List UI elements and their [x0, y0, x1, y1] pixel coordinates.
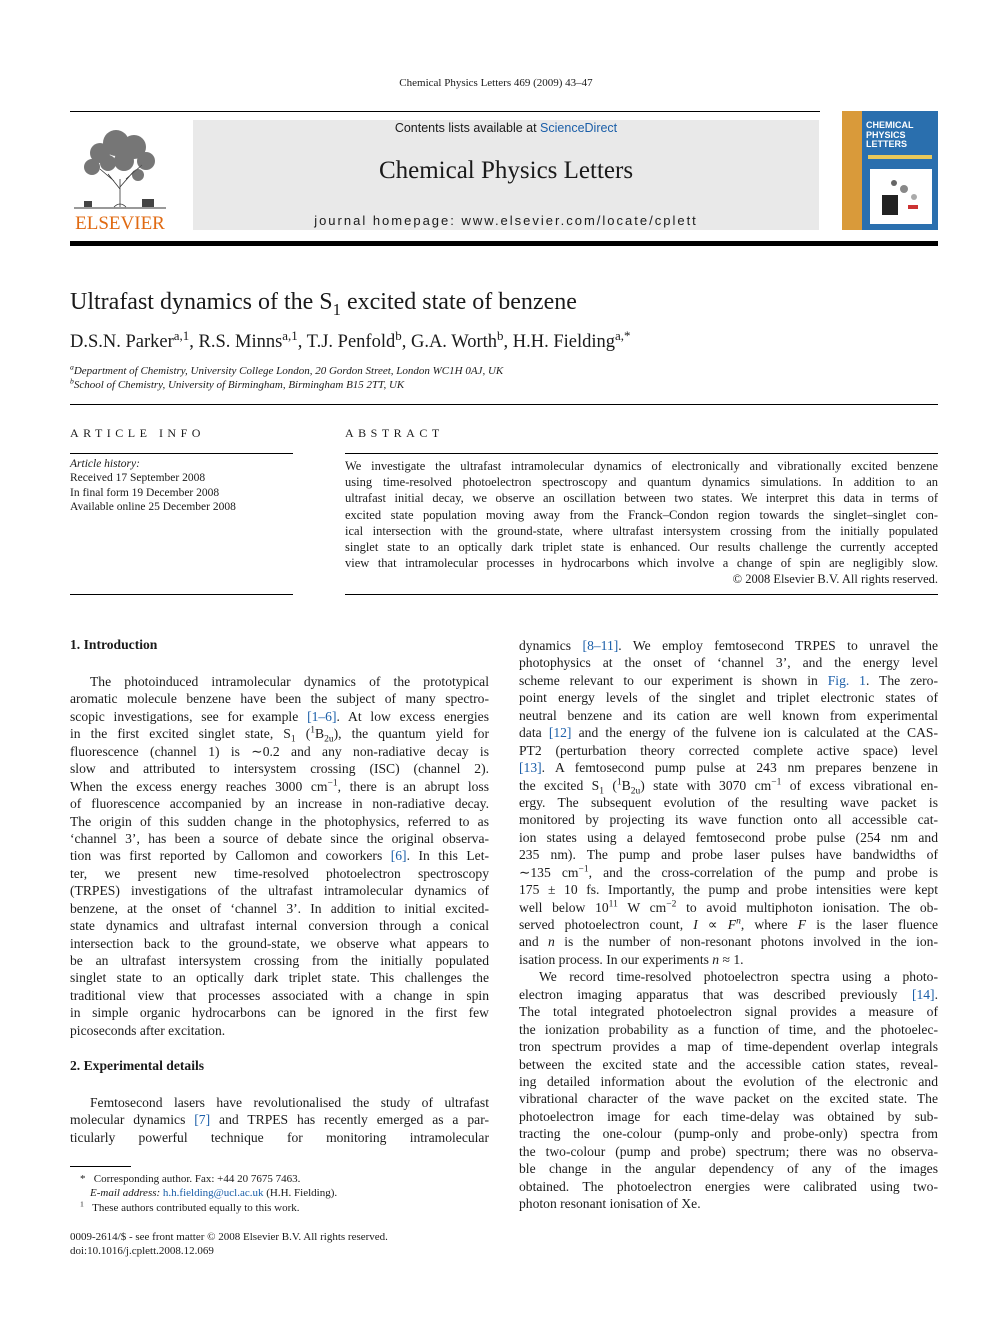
divider [345, 594, 938, 595]
contents-line [193, 121, 819, 135]
footnotes: * Corresponding author. Fax: +44 20 7675 7463. E-mail address: h.h.fielding@ucl.ac.uk (H.H. Fielding). $^1$ These authors contributed equally to this work. [80, 1173, 338, 1214]
history-label: Article history: [70, 458, 140, 470]
journal-title: Chemical Physics Letters [378, 157, 634, 184]
affiliation: $^a$Department of Chemistry, University College London, 20 Gordon Street, London WC1H 0AJ, UK [70, 362, 504, 377]
experimental-text: Femtosecond lasers have revolutionalised the study of ultrafast molecular dynamics [7] and TRPES has recently emerged as a par- ticularly powerful technique for monitoring intramolecular [70, 1095, 489, 1145]
header-thick-rule [70, 241, 938, 246]
divider [345, 453, 938, 454]
divider [70, 594, 293, 595]
citation-link[interactable]: [6] [390, 848, 407, 864]
section-heading-experimental: 2. Experimental details [70, 1058, 205, 1073]
article-title: Ultrafast dynamics of the $S_1$ excited state of benzene [70, 289, 577, 319]
abstract-copyright: © 2008 Elsevier B.V. All rights reserved. [732, 572, 938, 587]
footnote-marker: * [80, 1173, 86, 1185]
contents-prefix: Contents lists available at [394, 121, 541, 135]
citation-link[interactable]: [12] [548, 725, 572, 741]
author-name[interactable]: T.J. Penfold [306, 332, 396, 352]
author-name[interactable]: H.H. Fielding [512, 332, 615, 352]
citation-link[interactable]: [13] [519, 760, 542, 776]
divider [70, 453, 293, 454]
article-info-heading: ARTICLE INFO [70, 426, 205, 440]
elsevier-tree-icon [70, 119, 170, 234]
introduction-text: The photoinduced intramolecular dynamics of the prototypical aromatic molecule benzene have been the subject of many spectro- scopic investigations, see for example [1–6]. At low excess energies in the first excited singlet state, $S_1$ $(^1B_{2u})$, the quantum yield for fluorescence (channel 1) is ∼0.2 and any non-radiative decay is slow and attributed to intersystem crossing (ISC) (channel 2). When the excess energy reaches 3000 $cm^{-1}$, there is an abrupt loss of fluorescence accompanied by an increase in non-radiative decay. The origin of this sudden change in the photophysics, referred to as ‘channel 3’, has been a source of debate since the original observa- tion was first reported by Callomon and coworkers [6]. In this Let- ter, we present new time-resolved photoelectron spectroscopy (TRPES) investigations of the ultrafast intramolecular dynamics of benzene, at the onset of ‘channel 3’. In addition to initial excited- state dynamics and ultrafast internal conversion through a conical intersection back to the ground-state, we observe what appears to be an ultrafast intersystem crossing from the initially populated singlet state to an optically dark triplet state. This challenges the traditional view that processes associated with a change in spin in simple organic hydrocarbons can be ignored in the first few picoseconds after excitation. [70, 674, 489, 1038]
journal-cover-thumbnail[interactable] [842, 111, 938, 230]
email-link[interactable]: h.h.fielding@ucl.ac.uk [162, 1187, 264, 1200]
homepage-line [193, 213, 819, 228]
issn-line: 0009-2614/$ - see front matter © 2008 Elsevier B.V. All rights reserved. [70, 1231, 388, 1243]
abstract-body: We investigate the ultrafast intramolecular dynamics of electronically and vibrationally excited benzene using time-resolved photoelectron spectroscopy and quantum dynamics simulations. In addition to an ultrafast initial decay, we observe an oscillation between two states. We interpret this data in terms of excited state population moving away from the Franck–Condon region towards the singlet–singlet con- ical intersection with the ground-state, where ultrafast intersystem crossing from the initially populated singlet state to an optically dark triplet state is enhanced. Our results challenge the currently accepted view that intramolecular processes in hydrocarbons which involve a change of spin are negligibly slow. © 2008 Elsevier B.V. All rights reserved. [345, 459, 938, 587]
author-name[interactable]: G.A. Worth [410, 332, 497, 352]
citation-link[interactable]: [7] [194, 1112, 211, 1128]
section-heading-introduction: 1. Introduction [70, 637, 158, 652]
citation-link[interactable]: [8–11] [582, 638, 619, 653]
received-date: Received 17 September 2008 [70, 472, 206, 485]
top-rule [70, 111, 820, 112]
cover-title: CHEMICAL PHYSICS LETTERS [866, 120, 914, 149]
affiliation: $^b$School of Chemistry, University of Birmingham, Birmingham B15 2TT, UK [70, 376, 405, 391]
footnote-marker: 1 [80, 1199, 84, 1209]
revised-date: In final form 19 December 2008 [70, 486, 220, 499]
footnote-rule [70, 1166, 131, 1167]
author-name[interactable]: D.S.N. Parker [70, 332, 174, 352]
citation-link[interactable]: [14] [911, 986, 935, 1002]
bottom-meta [70, 1230, 388, 1259]
article-history [70, 457, 236, 514]
online-date: Available online 25 December 2008 [70, 500, 236, 513]
running-head: Chemical Physics Letters 469 (2009) 43–47 [399, 77, 593, 89]
doi-line[interactable]: doi:10.1016/j.cplett.2008.12.069 [70, 1245, 214, 1258]
divider [70, 404, 938, 405]
author-name[interactable]: R.S. Minns [198, 332, 283, 352]
right-column-text: dynamics [8–11]. We employ femtosecond TRPES to unravel the photophysics at the onset of ‘channel 3’, and the energy level scheme relevant to our experiment is shown in Fig. 1. The zero- point energy levels of the singlet and triplet electronic states of neutral benzene and its cation are well known from experimental data [12] and the energy of the fulvene ion is calculated at the CAS- PT2 (perturbation theory corrected complete active space) level [13]. A femtosecond pump pulse at 243 nm prepares benzene in the excited $S_1$ $(^1B_{2u})$ state with 3070 $cm^{-1}$ of excess vibrational en- ergy. The subsequent evolution of the resulting wave packet is monitored by projecting its wave function onto all accessible cat- ion states using a delayed femtosecond probe pulse (254 nm and 235 nm). The pump and probe laser pulses have bandwidths of ∼135 $cm^{-1}$, and the cross-correlation of the pump and probe is 175 ± 10 fs. Importantly, the pump and probe intensities were kept well below $10^{11}$ W $cm^{-2}$ to avoid multiphoton ionisation. The ob- served photoelectron count, $I \propto F^n$, where F is the laser fluence and n is the number of non-resonant photons involved in the ion- isation process. In our experiments n ≈ 1. We record time-resolved photoelectron spectra using a photo- electron imaging apparatus that was described previously [14]. The total integrated photoelectron signal provides a measure of the ionization probability as a function of time, and the photoelec- tron spectrum provides a map of time-dependent overlap integrals between the excited state and the accessible cation states, reveal- ing detailed information about the evolution of the electronic and vibrational character of the wave packet on the excited state. The photoelectron image for each time-delay was obtained by sub- tracting the one-colour (pump-only and probe-only) spectra from the two-colour (pump and probe) spectrum; there was no observa- ble change in the angular dependency of any of the images obtained. The photoelectron energies were calibrated using two- photon resonant ionisation of Xe. [519, 638, 938, 1211]
author-list: D.S.N. Parker$^{a,1}$, R.S. Minns$^{a,1}$, T.J. Penfold$^b$, G.A. Worth$^b$, H.H. Fielding$^{a,*}$ [70, 327, 631, 352]
homepage-link[interactable]: www.elsevier.com/locate/cplett [461, 213, 698, 228]
elsevier-logo[interactable] [70, 119, 170, 234]
elsevier-wordmark: ELSEVIER [75, 213, 165, 234]
sciencedirect-link[interactable]: ScienceDirect [540, 121, 618, 135]
citation-link[interactable]: [1–6] [307, 708, 337, 724]
homepage-prefix: journal homepage: [314, 213, 462, 228]
figure-link[interactable]: Fig. 1 [827, 672, 866, 688]
abstract-heading: ABSTRACT [345, 426, 444, 440]
